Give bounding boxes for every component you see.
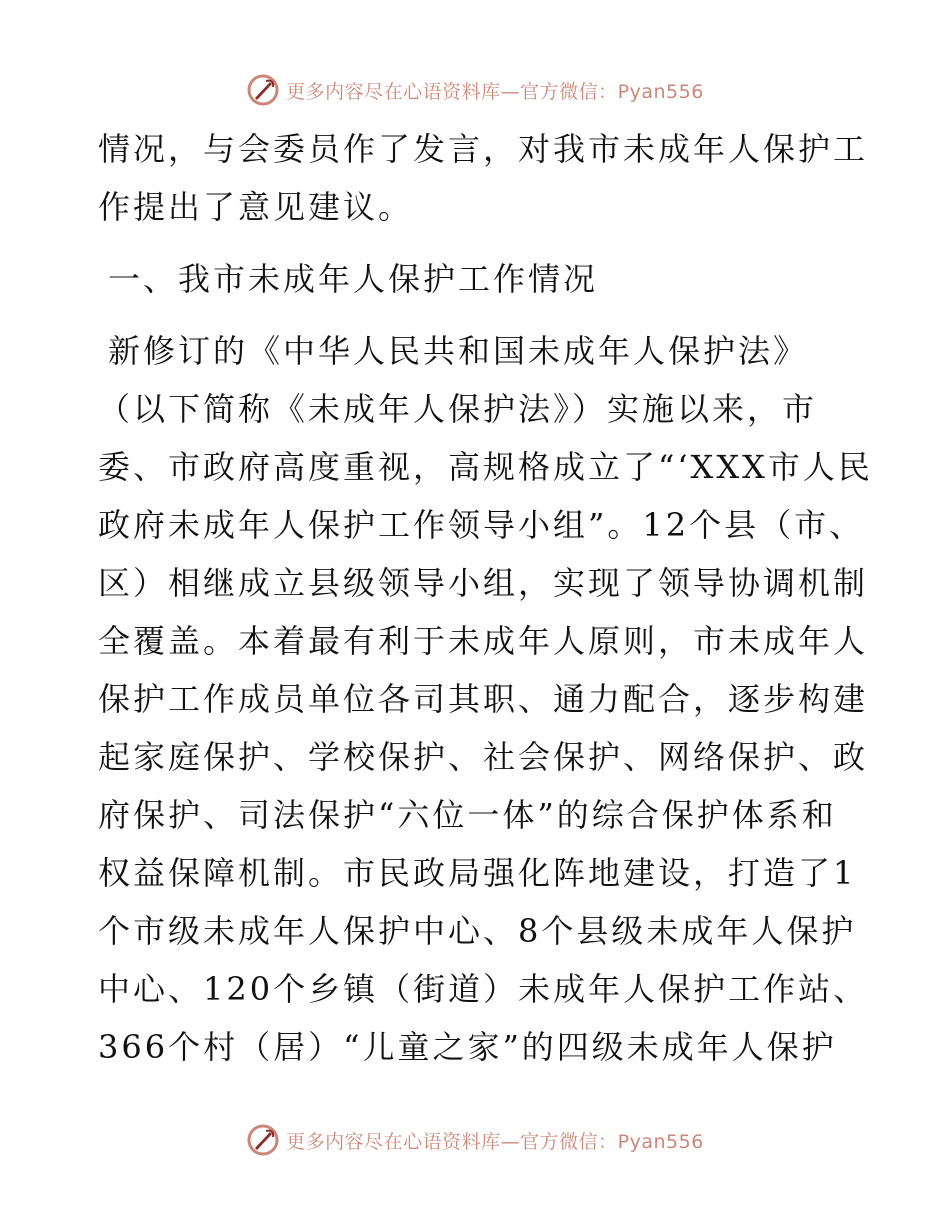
body-line: 情况，与会委员作了发言，对我市未成年人保护工 [98,130,869,168]
watermark-text: 更多内容尽在心语资料库—官方微信：Pyan556 [286,80,704,103]
watermark-banner-bottom [0,1120,950,1160]
body-line: 起家庭保护、学校保护、社会保护、网络保护、政 [98,738,869,776]
section-heading: 一、我市未成年人保护工作情况 [108,260,599,298]
body-line: （以下简称《未成年人保护法》）实施以来，市 [98,390,818,428]
body-line: 政府未成年人保护工作领导小组”。12个县（市、 [98,506,865,544]
body-line: 委、市政府高度重视，高规格成立了“‘XXX市人民 [98,448,873,486]
body-line: 新修订的《中华人民共和国未成年人保护法》 [108,332,809,370]
watermark-banner-top [0,70,950,110]
body-line: 全覆盖。本着最有利于未成年人原则，市未成年人 [98,622,869,660]
body-line: 中心、120个乡镇（街道）未成年人保护工作站、 [98,970,869,1008]
feather-pen-seal-icon [246,73,280,107]
body-line: 区）相继成立县级领导小组，实现了领导协调机制 [98,564,869,602]
body-line: 作提出了意见建议。 [98,188,414,226]
body-line: 保护工作成员单位各司其职、通力配合，逐步构建 [98,680,869,718]
body-line: 权益保障机制。市民政局强化阵地建设，打造了1 [98,854,857,892]
watermark-text: 更多内容尽在心语资料库—官方微信：Pyan556 [286,1130,704,1153]
body-line: 366个村（居）“儿童之家”的四级未成年人保护 [98,1028,837,1066]
document-body [98,120,873,1076]
feather-pen-seal-icon [246,1123,280,1157]
body-line: 府保护、司法保护“六位一体”的综合保护体系和 [98,796,837,834]
body-line: 个市级未成年人保护中心、8个县级未成年人保护 [98,912,857,950]
